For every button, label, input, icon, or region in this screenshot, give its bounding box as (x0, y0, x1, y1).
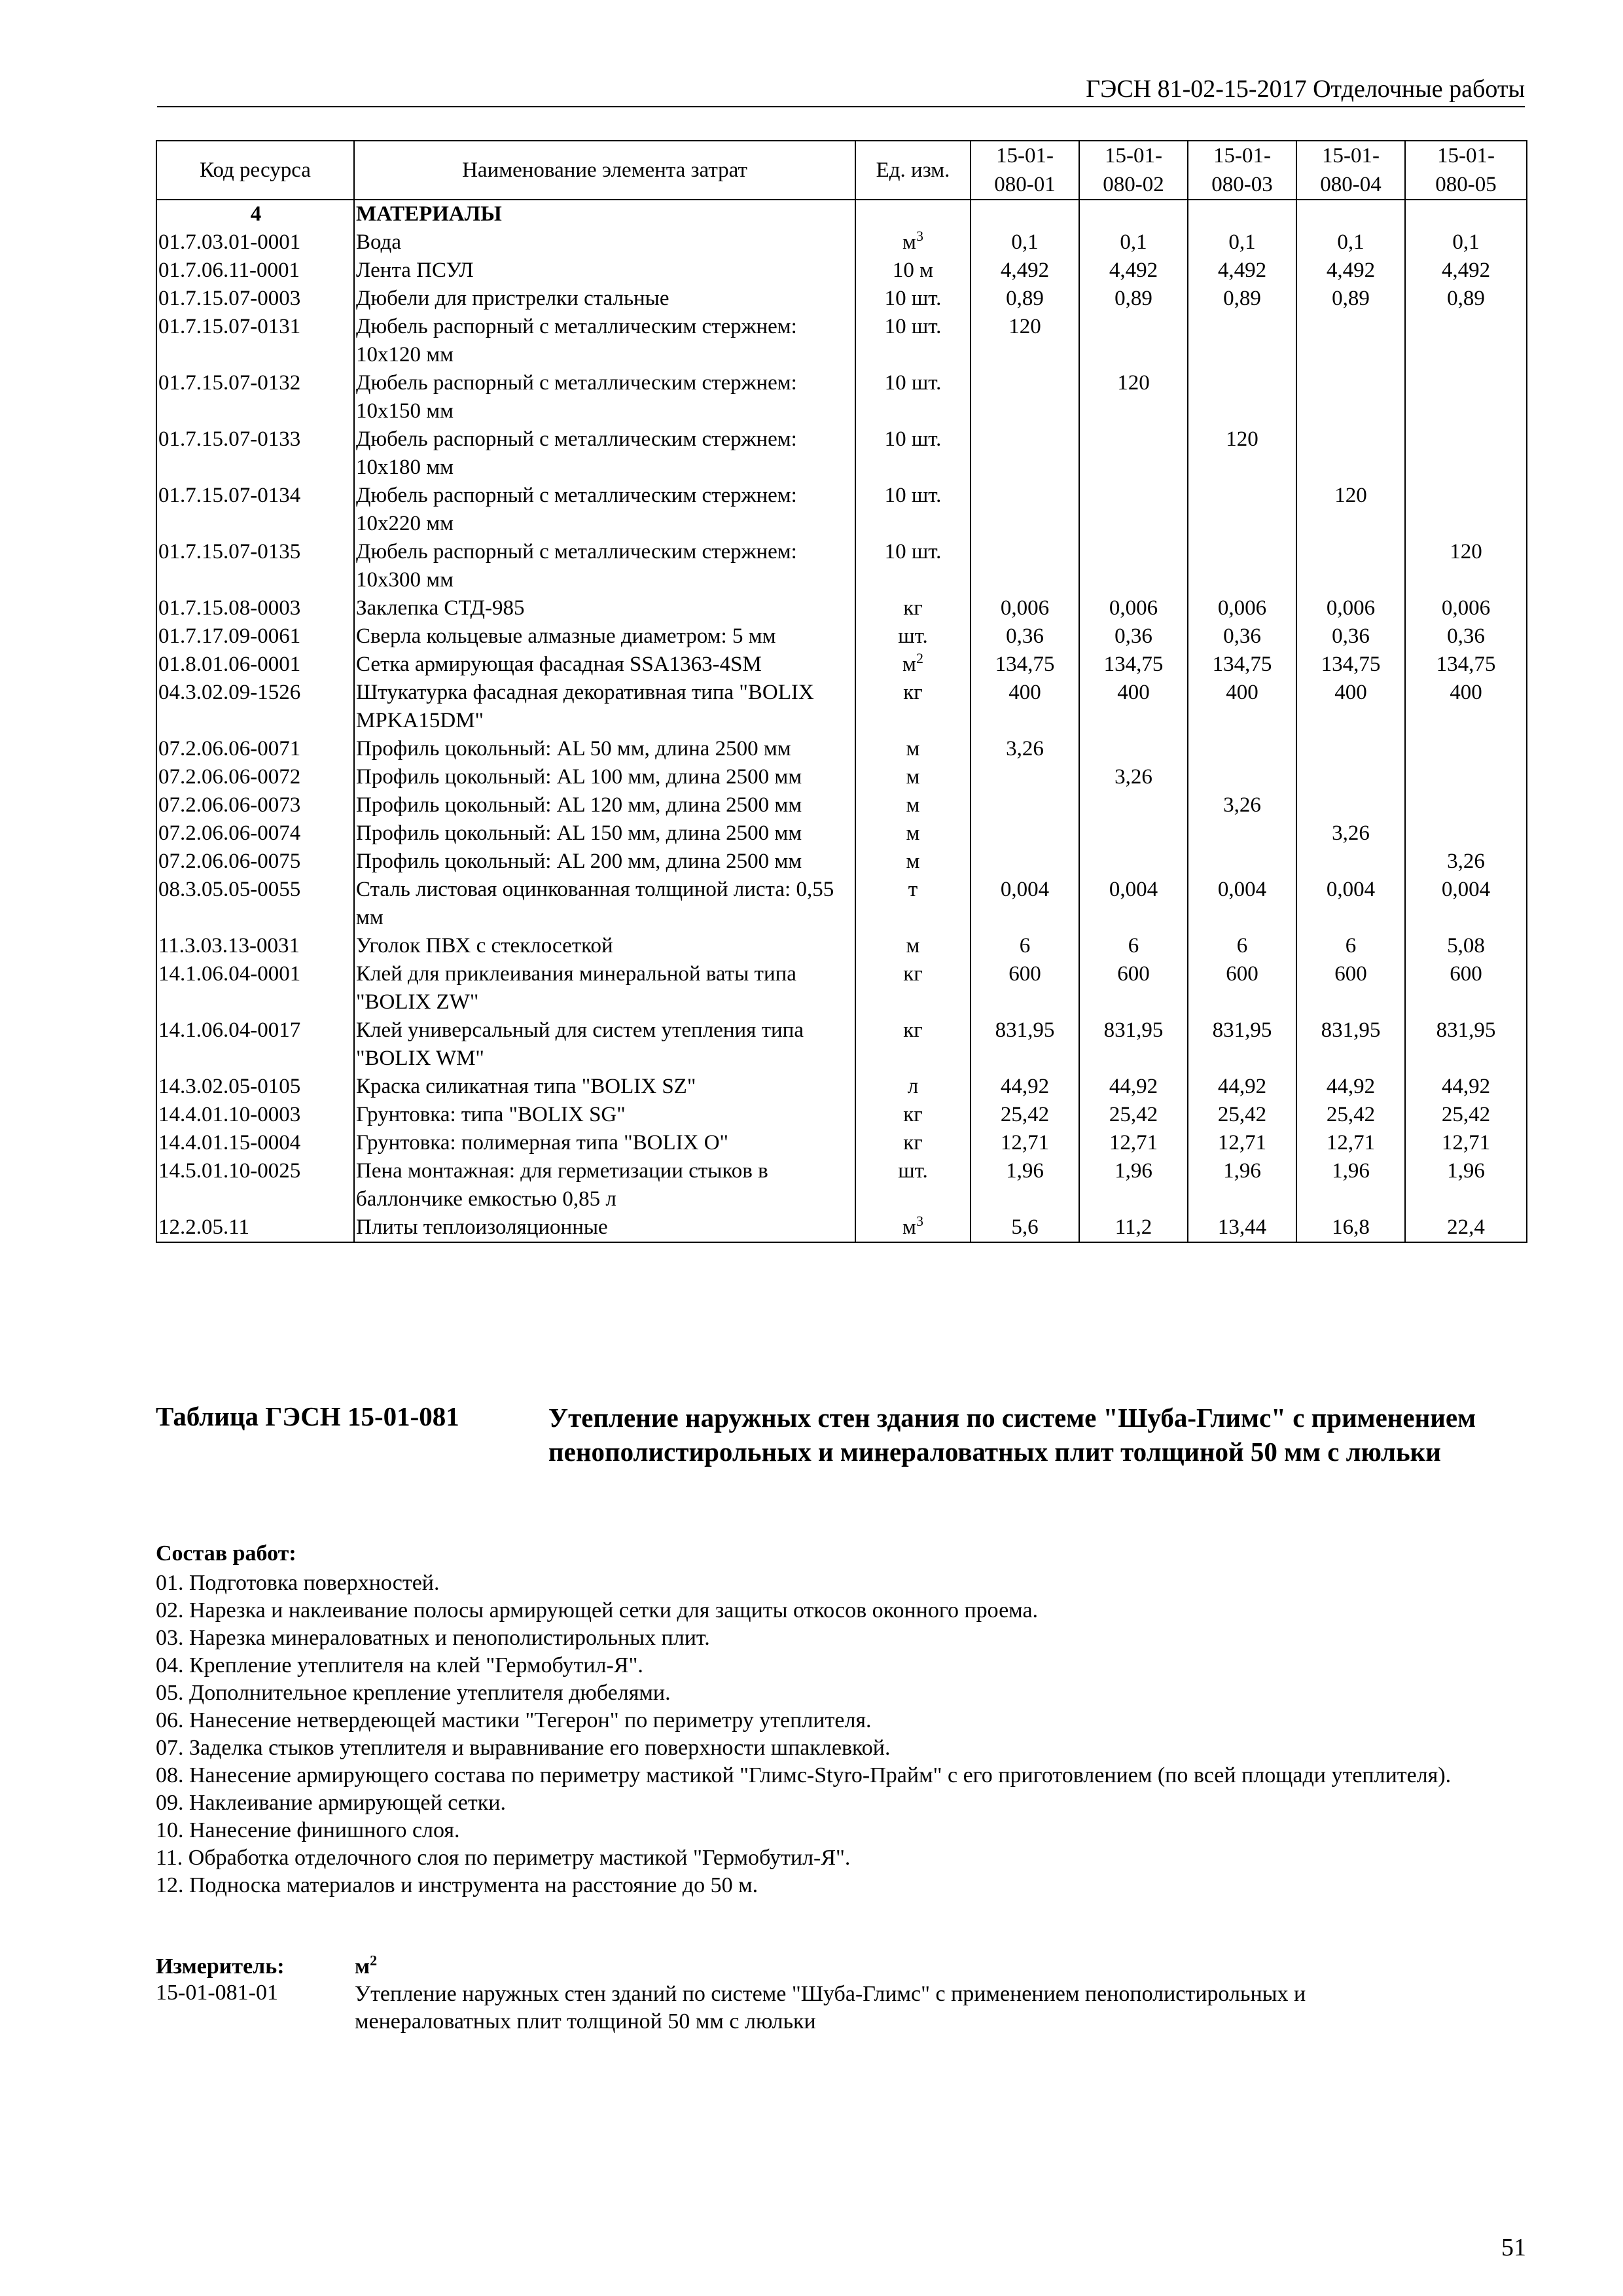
resource-value (1296, 538, 1405, 594)
table-row (156, 1016, 1527, 1073)
resource-value (971, 791, 1079, 819)
resource-value: 1,96 (1296, 1157, 1405, 1213)
empty-cell (1296, 200, 1405, 228)
col-header-080-04: 15-01- 080-04 (1296, 141, 1405, 200)
resource-value: 12,71 (1079, 1129, 1188, 1157)
resource-value: 0,36 (1079, 622, 1188, 651)
resource-name: Краска силикатная типа "BOLIX SZ" (354, 1073, 855, 1101)
resource-value: 600 (1405, 960, 1527, 1016)
resource-unit: 10 шт. (855, 313, 971, 369)
resource-code: 01.7.15.08-0003 (156, 594, 354, 622)
resource-value: 3,26 (1188, 791, 1296, 819)
resource-value (1079, 848, 1188, 876)
table-row (156, 819, 1527, 848)
resource-value: 831,95 (1079, 1016, 1188, 1073)
resource-value: 134,75 (1405, 651, 1527, 679)
resource-value: 12,71 (1405, 1129, 1527, 1157)
resource-value: 25,42 (1079, 1101, 1188, 1129)
resource-code: 14.5.01.10-0025 (156, 1157, 354, 1213)
sostav-step: 07. Заделка стыков утеплителя и выравнивание его поверхности шпаклевкой. (156, 1736, 891, 1760)
resource-unit: кг (855, 594, 971, 622)
resource-value: 120 (1296, 482, 1405, 538)
resource-name: Дюбель распорный с металлическим стержнем: 10х120 мм (354, 313, 855, 369)
resource-name: Профиль цокольный: AL 50 мм, длина 2500 мм (354, 735, 855, 763)
section-code: 4 (156, 200, 354, 228)
resource-unit: 10 шт. (855, 482, 971, 538)
resource-value (1296, 763, 1405, 791)
resource-value: 0,36 (1296, 622, 1405, 651)
resource-value (1296, 313, 1405, 369)
resource-value: 6 (1296, 932, 1405, 960)
resource-code: 07.2.06.06-0073 (156, 791, 354, 819)
resource-name: Штукатурка фасадная декоративная типа "BOLIX MPKA15DM" (354, 679, 855, 735)
resource-value (1079, 538, 1188, 594)
resource-unit: м (855, 763, 971, 791)
resource-unit: 10 м (855, 257, 971, 285)
resource-value: 0,004 (1296, 876, 1405, 932)
sostav-step: 05. Дополнительное крепление утеплителя дюбелями. (156, 1681, 671, 1705)
resource-name: Вода (354, 228, 855, 257)
resource-unit: кг (855, 1129, 971, 1157)
resource-value: 0,004 (1079, 876, 1188, 932)
resource-value: 0,1 (1405, 228, 1527, 257)
resource-value: 120 (1405, 538, 1527, 594)
resource-table (156, 140, 1527, 1243)
resource-value: 0,89 (971, 285, 1079, 313)
resource-unit: м (855, 819, 971, 848)
resource-unit: шт. (855, 1157, 971, 1213)
izmeritel-label: Измеритель: (156, 1954, 285, 1979)
resource-unit: кг (855, 1016, 971, 1073)
page-number: 51 (1501, 2234, 1526, 2261)
resource-value (971, 538, 1079, 594)
resource-value (1079, 482, 1188, 538)
sostav-step: 12. Подноска материалов и инструмента на расстояние до 50 м. (156, 1873, 758, 1897)
resource-value: 0,006 (971, 594, 1079, 622)
resource-value: 4,492 (971, 257, 1079, 285)
resource-value: 12,71 (971, 1129, 1079, 1157)
col-header-080-01: 15-01- 080-01 (971, 141, 1079, 200)
resource-value: 831,95 (1405, 1016, 1527, 1073)
resource-value: 11,2 (1079, 1213, 1188, 1242)
col-header-code: Код ресурса (156, 141, 354, 200)
resource-value: 22,4 (1405, 1213, 1527, 1242)
resource-value: 831,95 (971, 1016, 1079, 1073)
resource-value (971, 848, 1079, 876)
resource-code: 14.4.01.10-0003 (156, 1101, 354, 1129)
sostav-step: 11. Обработка отделочного слоя по периметру мастикой "Гермобутил-Я". (156, 1846, 851, 1870)
resource-value: 0,36 (1188, 622, 1296, 651)
col-header-unit: Ед. изм. (855, 141, 971, 200)
resource-code: 01.7.03.01-0001 (156, 228, 354, 257)
resource-name: Профиль цокольный: AL 100 мм, длина 2500 мм (354, 763, 855, 791)
col-header-080-02: 15-01- 080-02 (1079, 141, 1188, 200)
resource-name: Заклепка СТД-985 (354, 594, 855, 622)
resource-value: 1,96 (971, 1157, 1079, 1213)
resource-unit: м (855, 848, 971, 876)
resource-value (1079, 791, 1188, 819)
resource-value: 0,1 (971, 228, 1079, 257)
resource-value (971, 425, 1079, 482)
resource-value: 44,92 (1188, 1073, 1296, 1101)
resource-value (1405, 763, 1527, 791)
resource-value (1188, 763, 1296, 791)
resource-code: 01.7.15.07-0133 (156, 425, 354, 482)
resource-value: 400 (1405, 679, 1527, 735)
table-row (156, 285, 1527, 313)
resource-code: 01.7.15.07-0131 (156, 313, 354, 369)
resource-value (1405, 482, 1527, 538)
resource-code: 07.2.06.06-0072 (156, 763, 354, 791)
empty-cell (971, 200, 1079, 228)
resource-value (1296, 369, 1405, 425)
resource-unit: 10 шт. (855, 425, 971, 482)
resource-value: 44,92 (1405, 1073, 1527, 1101)
table-row (156, 876, 1527, 932)
resource-value: 0,1 (1079, 228, 1188, 257)
resource-value: 0,89 (1079, 285, 1188, 313)
resource-value: 134,75 (1296, 651, 1405, 679)
resource-value: 1,96 (1188, 1157, 1296, 1213)
sostav-step: 09. Наклеивание армирующей сетки. (156, 1791, 506, 1815)
resource-value: 25,42 (1296, 1101, 1405, 1129)
resource-value: 0,006 (1296, 594, 1405, 622)
next-table-title: Утепление наружных стен здания по системе "Шуба-Глимс" с применением пенополистирольных и минераловатных плит толщиной 50 мм с люльки (548, 1403, 1476, 1467)
col-header-name: Наименование элемента затрат (354, 141, 855, 200)
resource-value: 4,492 (1296, 257, 1405, 285)
resource-name: Дюбели для пристрелки стальные (354, 285, 855, 313)
resource-value: 0,006 (1079, 594, 1188, 622)
header-title: ГЭСН 81-02-15-2017 Отделочные работы (1086, 75, 1525, 103)
resource-unit: кг (855, 679, 971, 735)
resource-value: 120 (1079, 369, 1188, 425)
resource-value (1405, 313, 1527, 369)
resource-name: Лента ПСУЛ (354, 257, 855, 285)
resource-code: 01.7.06.11-0001 (156, 257, 354, 285)
resource-value: 1,96 (1405, 1157, 1527, 1213)
resource-name: Дюбель распорный с металлическим стержнем: 10х150 мм (354, 369, 855, 425)
table-row (156, 679, 1527, 735)
resource-value: 0,006 (1405, 594, 1527, 622)
table-row (156, 763, 1527, 791)
resource-value (1079, 735, 1188, 763)
resource-value: 0,36 (1405, 622, 1527, 651)
resource-code: 07.2.06.06-0074 (156, 819, 354, 848)
resource-code: 01.7.15.07-0003 (156, 285, 354, 313)
resource-value (1405, 791, 1527, 819)
resource-name: Дюбель распорный с металлическим стержнем: 10х180 мм (354, 425, 855, 482)
resource-value: 1,96 (1079, 1157, 1188, 1213)
empty-cell (855, 200, 971, 228)
resource-unit: м (855, 791, 971, 819)
resource-unit: 10 шт. (855, 285, 971, 313)
page-header (157, 72, 1525, 107)
sostav-step: 04. Крепление утеплителя на клей "Гермобутил-Я". (156, 1653, 643, 1677)
resource-name: Клей для приклеивания минеральной ваты типа "BOLIX ZW" (354, 960, 855, 1016)
resource-value: 6 (1188, 932, 1296, 960)
resource-value: 6 (1079, 932, 1188, 960)
resource-unit: $м^3$ (855, 228, 971, 257)
table-row (156, 538, 1527, 594)
resource-value (1188, 482, 1296, 538)
resource-code: 01.7.15.07-0132 (156, 369, 354, 425)
table-row (156, 1129, 1527, 1157)
resource-name: Сетка армирующая фасадная SSA1363-4SM (354, 651, 855, 679)
sostav-step: 08. Нанесение армирующего состава по периметру мастикой "Глимс-Styro-Прайм" с его приготовлением (по всей площади утеплителя). (156, 1763, 1452, 1787)
resource-code: 11.3.03.13-0031 (156, 932, 354, 960)
resource-value: 25,42 (971, 1101, 1079, 1129)
resource-value: 44,92 (971, 1073, 1079, 1101)
resource-code: 07.2.06.06-0071 (156, 735, 354, 763)
resource-name: Дюбель распорный с металлическим стержнем: 10х300 мм (354, 538, 855, 594)
resource-value: 16,8 (1296, 1213, 1405, 1242)
table-row (156, 1073, 1527, 1101)
resource-value (1188, 369, 1296, 425)
table-row (156, 932, 1527, 960)
table-row (156, 1157, 1527, 1213)
resource-unit: 10 шт. (855, 538, 971, 594)
resource-unit: л (855, 1073, 971, 1101)
resource-value: 120 (1188, 425, 1296, 482)
izmeritel-code: 15-01-081-01 (156, 1981, 278, 2005)
resource-value: 400 (1079, 679, 1188, 735)
table-row (156, 651, 1527, 679)
resource-value: 831,95 (1188, 1016, 1296, 1073)
resource-value: 3,26 (1405, 848, 1527, 876)
resource-value (1405, 735, 1527, 763)
resource-unit: $м^3$ (855, 1213, 971, 1242)
col-header-080-03: 15-01- 080-03 (1188, 141, 1296, 200)
resource-value: 600 (1188, 960, 1296, 1016)
resource-unit: м (855, 932, 971, 960)
resource-name: Уголок ПВХ с стеклосеткой (354, 932, 855, 960)
resource-name: Дюбель распорный с металлическим стержнем: 10х220 мм (354, 482, 855, 538)
resource-value: 134,75 (1079, 651, 1188, 679)
resource-value: 12,71 (1296, 1129, 1405, 1157)
table-row (156, 257, 1527, 285)
table-row (156, 1213, 1527, 1242)
next-table-label: Таблица ГЭСН 15-01-081 (156, 1401, 459, 1431)
resource-value: 0,004 (1405, 876, 1527, 932)
table-row (156, 228, 1527, 257)
resource-value: 0,006 (1188, 594, 1296, 622)
resource-value (971, 819, 1079, 848)
resource-code: 04.3.02.09-1526 (156, 679, 354, 735)
empty-cell (1405, 200, 1527, 228)
empty-cell (1188, 200, 1296, 228)
resource-value: 0,1 (1188, 228, 1296, 257)
resource-value: 134,75 (971, 651, 1079, 679)
resource-name: Профиль цокольный: AL 150 мм, длина 2500 мм (354, 819, 855, 848)
resource-unit: м (855, 735, 971, 763)
izmeritel-unit: $м^2$ (355, 1952, 378, 1979)
sostav-heading: Состав работ: (156, 1541, 296, 1566)
resource-unit: кг (855, 1101, 971, 1129)
resource-value (1079, 425, 1188, 482)
resource-value: 5,08 (1405, 932, 1527, 960)
resource-value: 3,26 (1079, 763, 1188, 791)
resource-value (1296, 735, 1405, 763)
izmeritel-description: Утепление наружных стен зданий по системе "Шуба-Глимс" с применением пенополистирольных и менераловатных плит толщиной 50 мм с люльки (355, 1982, 1306, 2034)
resource-name: Плиты теплоизоляционные (354, 1213, 855, 1242)
sostav-steps (156, 1570, 1530, 1899)
resource-unit: кг (855, 960, 971, 1016)
resource-value: 4,492 (1079, 257, 1188, 285)
resource-value: 0,36 (971, 622, 1079, 651)
resource-unit: т (855, 876, 971, 932)
resource-name: Профиль цокольный: AL 200 мм, длина 2500 мм (354, 848, 855, 876)
resource-code: 08.3.05.05-0055 (156, 876, 354, 932)
resource-value: 400 (1296, 679, 1405, 735)
table-row (156, 482, 1527, 538)
resource-value: 600 (971, 960, 1079, 1016)
table-header-row (156, 141, 1527, 200)
resource-value: 600 (1296, 960, 1405, 1016)
resource-value (1296, 791, 1405, 819)
resource-code: 01.7.15.07-0134 (156, 482, 354, 538)
resource-code: 01.7.17.09-0061 (156, 622, 354, 651)
resource-value (971, 369, 1079, 425)
resource-value (1405, 425, 1527, 482)
resource-value: 6 (971, 932, 1079, 960)
resource-value (1405, 369, 1527, 425)
resource-name: Пена монтажная: для герметизации стыков в баллончике емкостью 0,85 л (354, 1157, 855, 1213)
table-row (156, 313, 1527, 369)
resource-name: Сверла кольцевые алмазные диаметром: 5 мм (354, 622, 855, 651)
resource-value: 0,1 (1296, 228, 1405, 257)
resource-value: 44,92 (1296, 1073, 1405, 1101)
resource-value (1405, 819, 1527, 848)
resource-value: 4,492 (1188, 257, 1296, 285)
section-name: МАТЕРИАЛЫ (354, 200, 855, 228)
resource-name: Профиль цокольный: AL 120 мм, длина 2500 мм (354, 791, 855, 819)
resource-value: 400 (1188, 679, 1296, 735)
resource-value (1188, 538, 1296, 594)
table-row (156, 791, 1527, 819)
resource-value: 0,89 (1188, 285, 1296, 313)
table-row (156, 960, 1527, 1016)
resource-value (971, 482, 1079, 538)
resource-value: 5,6 (971, 1213, 1079, 1242)
resource-value (1079, 819, 1188, 848)
resource-value: 12,71 (1188, 1129, 1296, 1157)
resource-value: 400 (971, 679, 1079, 735)
table-row (156, 622, 1527, 651)
resource-value: 120 (971, 313, 1079, 369)
sostav-step: 03. Нарезка минераловатных и пенополистирольных плит. (156, 1626, 710, 1650)
resource-unit: 10 шт. (855, 369, 971, 425)
col-header-080-05: 15-01- 080-05 (1405, 141, 1527, 200)
resource-value (1188, 848, 1296, 876)
resource-value (1188, 819, 1296, 848)
resource-name: Сталь листовая оцинкованная толщиной листа: 0,55 мм (354, 876, 855, 932)
resource-code: 12.2.05.11 (156, 1213, 354, 1242)
table-row (156, 425, 1527, 482)
resource-name: Грунтовка: типа "BOLIX SG" (354, 1101, 855, 1129)
resource-value: 134,75 (1188, 651, 1296, 679)
resource-code: 14.4.01.15-0004 (156, 1129, 354, 1157)
resource-value: 0,89 (1405, 285, 1527, 313)
resource-value (1296, 425, 1405, 482)
sostav-step: 01. Подготовка поверхностей. (156, 1571, 440, 1595)
resource-code: 01.8.01.06-0001 (156, 651, 354, 679)
table-row (156, 848, 1527, 876)
resource-code: 01.7.15.07-0135 (156, 538, 354, 594)
resource-value: 44,92 (1079, 1073, 1188, 1101)
resource-value: 25,42 (1188, 1101, 1296, 1129)
resource-value: 831,95 (1296, 1016, 1405, 1073)
empty-cell (1079, 200, 1188, 228)
resource-name: Грунтовка: полимерная типа "BOLIX O" (354, 1129, 855, 1157)
resource-code: 14.1.06.04-0017 (156, 1016, 354, 1073)
resource-code: 07.2.06.06-0075 (156, 848, 354, 876)
resource-value (1079, 313, 1188, 369)
section-row (156, 200, 1527, 228)
resource-unit: шт. (855, 622, 971, 651)
resource-value: 0,004 (1188, 876, 1296, 932)
resource-unit: $м^2$ (855, 651, 971, 679)
resource-code: 14.3.02.05-0105 (156, 1073, 354, 1101)
resource-value (1188, 313, 1296, 369)
resource-value: 0,004 (971, 876, 1079, 932)
table-row (156, 1101, 1527, 1129)
resource-value: 0,89 (1296, 285, 1405, 313)
resource-value (1188, 735, 1296, 763)
table-row (156, 594, 1527, 622)
resource-value: 600 (1079, 960, 1188, 1016)
table-row (156, 369, 1527, 425)
resource-value: 4,492 (1405, 257, 1527, 285)
resource-code: 14.1.06.04-0001 (156, 960, 354, 1016)
resource-value (971, 763, 1079, 791)
resource-value: 13,44 (1188, 1213, 1296, 1242)
resource-value: 3,26 (1296, 819, 1405, 848)
sostav-step: 02. Нарезка и наклеивание полосы армирующей сетки для защиты откосов оконного проема. (156, 1598, 1039, 1623)
sostav-step: 10. Нанесение финишного слоя. (156, 1818, 460, 1842)
sostav-step: 06. Нанесение нетвердеющей мастики "Тегерон" по периметру утеплителя. (156, 1708, 872, 1732)
table-row (156, 735, 1527, 763)
resource-value: 25,42 (1405, 1101, 1527, 1129)
resource-name: Клей универсальный для систем утепления типа "BOLIX WM" (354, 1016, 855, 1073)
resource-value (1296, 848, 1405, 876)
resource-value: 3,26 (971, 735, 1079, 763)
